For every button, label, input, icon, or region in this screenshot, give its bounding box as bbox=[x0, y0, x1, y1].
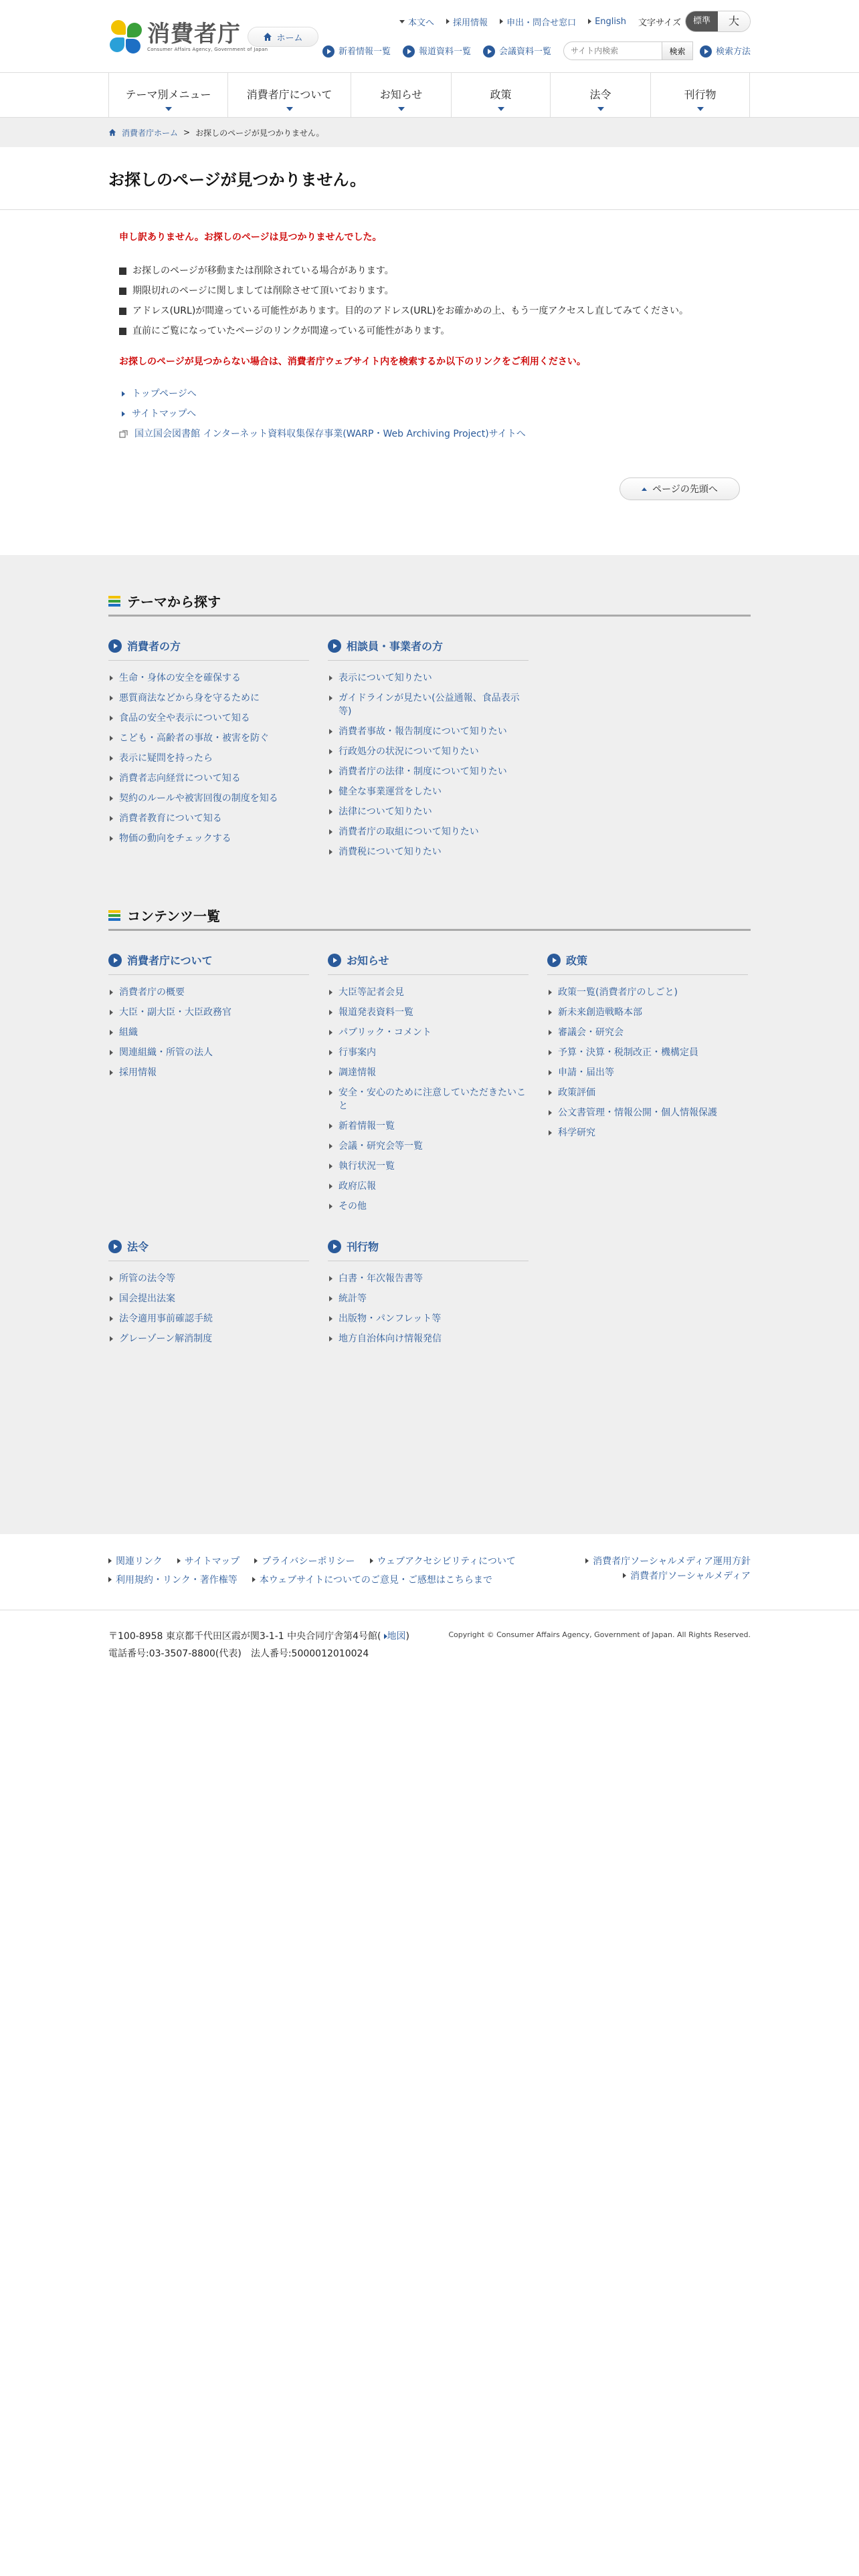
circle-arrow-icon bbox=[483, 45, 495, 58]
list-item[interactable]: 消費税について知りたい bbox=[328, 845, 529, 859]
sub-links bbox=[322, 41, 751, 60]
list-item[interactable]: 政府広報 bbox=[328, 1180, 529, 1193]
arrow-right-icon bbox=[588, 19, 591, 24]
reason-item: 直前にご覧になっていたページのリンクが間違っている可能性があります。 bbox=[119, 321, 740, 341]
list-item[interactable]: 悪質商法などから身を守るために bbox=[108, 691, 309, 705]
list-item[interactable]: 物価の動向をチェックする bbox=[108, 832, 309, 845]
list-item[interactable]: 統計等 bbox=[328, 1292, 529, 1305]
chevron-down-icon bbox=[165, 107, 172, 111]
column-title: 政策 bbox=[547, 952, 748, 975]
arrow-right-icon bbox=[122, 411, 125, 417]
map-link[interactable]: 地図 bbox=[387, 1631, 406, 1642]
breadcrumb bbox=[0, 118, 859, 147]
list-item[interactable]: 健全な事業運営をしたい bbox=[328, 785, 529, 798]
page-top-button[interactable]: ページの先頭へ bbox=[619, 477, 740, 500]
list-item[interactable]: 消費者庁の取組について知りたい bbox=[328, 825, 529, 839]
list-item[interactable]: 調達情報 bbox=[328, 1066, 529, 1079]
list-item[interactable]: 契約のルールや被害回復の制度を知る bbox=[108, 792, 309, 805]
list-item[interactable]: 出版物・パンフレット等 bbox=[328, 1312, 529, 1325]
chevron-down-icon bbox=[498, 107, 504, 111]
copyright: Copyright © Consumer Affairs Agency, Government of Japan. All Rights Reserved. bbox=[448, 1630, 751, 1639]
home-icon bbox=[263, 32, 272, 41]
list-item[interactable]: 食品の安全や表示について知る bbox=[108, 712, 309, 725]
reason-item: 期限切れのページに関しましては削除させて頂いております。 bbox=[119, 281, 740, 301]
column-title: 消費者の方 bbox=[108, 638, 309, 661]
gnav-laws[interactable]: 法令 bbox=[551, 73, 651, 117]
list-item[interactable]: その他 bbox=[328, 1200, 529, 1213]
list-item[interactable]: 消費者庁の概要 bbox=[108, 986, 309, 999]
contents-column bbox=[108, 952, 309, 1220]
press-list-link[interactable]: 報道資料一覧 bbox=[403, 44, 471, 58]
home-button-label: ホーム bbox=[276, 33, 303, 43]
footer-link[interactable]: 利用規約・リンク・著作権等 bbox=[108, 1573, 237, 1586]
news-list-link[interactable]: 新着情報一覧 bbox=[322, 44, 391, 58]
font-size-label: 文字サイズ bbox=[638, 17, 681, 28]
list-item[interactable]: 安全・安心のために注意していただきたいこと bbox=[328, 1086, 529, 1113]
search-help-link[interactable]: 検索方法 bbox=[700, 44, 751, 58]
arrow-right-icon bbox=[252, 1577, 256, 1582]
reason-list bbox=[119, 261, 740, 341]
breadcrumb-current: お探しのページが見つかりません。 bbox=[195, 128, 324, 138]
logo-text: 消費者庁 bbox=[147, 21, 241, 47]
circle-arrow-icon bbox=[322, 45, 335, 58]
contents-column bbox=[328, 1239, 529, 1352]
footer-link[interactable]: 関連リンク bbox=[108, 1554, 163, 1568]
list-item[interactable]: 新着情報一覧 bbox=[328, 1119, 529, 1133]
list-item[interactable]: 消費者庁の法律・制度について知りたい bbox=[328, 765, 529, 778]
site-search bbox=[563, 41, 693, 60]
theme-column bbox=[108, 638, 309, 865]
home-button[interactable] bbox=[248, 27, 318, 47]
arrow-right-icon bbox=[585, 1558, 589, 1564]
list-item[interactable]: 大臣・副大臣・大臣政務官 bbox=[108, 1006, 309, 1019]
global-nav bbox=[0, 72, 859, 118]
font-size-standard-button[interactable]: 標準 bbox=[686, 11, 718, 31]
list-item[interactable]: パブリック・コメント bbox=[328, 1026, 529, 1039]
address-line: 〒100-8958 東京都千代田区霞が関3-1-1 中央合同庁舎第4号館( 地図) bbox=[108, 1631, 409, 1642]
home-icon bbox=[108, 128, 116, 136]
help-links bbox=[119, 384, 740, 444]
guide-message: お探しのページが見つからない場合は、消費者庁ウェブサイト内を検索するか以下のリンクをご利用ください。 bbox=[119, 356, 586, 367]
list-item[interactable]: 採用情報 bbox=[108, 1066, 309, 1079]
list-item[interactable]: 公文書管理・情報公開・個人情報保護 bbox=[547, 1106, 748, 1119]
list-item[interactable]: 大臣等記者会見 bbox=[328, 986, 529, 999]
english-link[interactable]: English bbox=[588, 17, 626, 27]
footer-link[interactable]: サイトマップ bbox=[177, 1554, 240, 1568]
breadcrumb-home-link[interactable]: 消費者庁ホーム bbox=[122, 128, 179, 138]
logo-mark-icon bbox=[108, 19, 145, 55]
column-title: 相談員・事業者の方 bbox=[328, 638, 529, 661]
skip-to-content-link[interactable]: 本文へ bbox=[399, 15, 434, 28]
list-item[interactable]: 国会提出法案 bbox=[108, 1292, 309, 1305]
heading-bars-icon bbox=[108, 910, 120, 921]
column-title: お知らせ bbox=[328, 952, 529, 975]
list-item[interactable]: 地方自治体向け情報発信 bbox=[328, 1332, 529, 1346]
recruit-link[interactable]: 採用情報 bbox=[446, 15, 488, 28]
arrow-down-icon bbox=[399, 20, 405, 23]
reason-item: アドレス(URL)が間違っている可能性があります。目的のアドレス(URL)をお確かめの上、もう一度アクセスし直してみてください。 bbox=[119, 301, 740, 321]
list-item[interactable]: 組織 bbox=[108, 1026, 309, 1039]
social-media-link[interactable]: 消費者庁ソーシャルメディア bbox=[623, 1569, 751, 1582]
sitemap-area bbox=[0, 555, 859, 1534]
gnav-theme-menu[interactable]: テーマ別メニュー bbox=[109, 73, 228, 117]
arrow-right-icon bbox=[500, 19, 503, 24]
arrow-right-icon bbox=[122, 391, 125, 397]
list-item[interactable]: 法令適用事前確認手続 bbox=[108, 1312, 309, 1325]
theme-heading: テーマから探す bbox=[108, 591, 751, 617]
logo-english: Consumer Affairs Agency, Government of Japan bbox=[147, 47, 268, 52]
list-item[interactable]: 政策一覧(消費者庁のしごと) bbox=[547, 986, 748, 999]
list-item[interactable]: 関連組織・所管の法人 bbox=[108, 1046, 309, 1059]
column-title: 消費者庁について bbox=[108, 952, 309, 975]
column-title: 法令 bbox=[108, 1239, 309, 1261]
utility-links bbox=[399, 11, 751, 32]
contents-heading: コンテンツ一覧 bbox=[108, 905, 751, 931]
social-media-policy-link[interactable]: 消費者庁ソーシャルメディア運用方針 bbox=[585, 1554, 751, 1568]
circle-arrow-icon bbox=[108, 639, 122, 653]
list-item[interactable]: 政策評価 bbox=[547, 1086, 748, 1099]
list-item[interactable]: 報道発表資料一覧 bbox=[328, 1006, 529, 1019]
chevron-down-icon bbox=[286, 107, 293, 111]
arrow-up-icon bbox=[642, 488, 647, 491]
search-input[interactable] bbox=[563, 41, 662, 60]
column-title: 刊行物 bbox=[328, 1239, 529, 1261]
arrow-right-icon bbox=[254, 1558, 258, 1564]
main-content bbox=[108, 210, 751, 555]
warp-link[interactable]: 国立国会図書館 インターネット資料収集保存事業(WARP・Web Archiving Project)サイトへ bbox=[119, 424, 740, 444]
meeting-list-link[interactable]: 会議資料一覧 bbox=[483, 44, 551, 58]
circle-arrow-icon bbox=[328, 954, 341, 967]
list-item[interactable]: 所管の法令等 bbox=[108, 1272, 309, 1285]
list-item[interactable]: 消費者志向経営について知る bbox=[108, 772, 309, 785]
list-item[interactable]: 消費者事故・報告制度について知りたい bbox=[328, 725, 529, 738]
list-item[interactable]: 白書・年次報告書等 bbox=[328, 1272, 529, 1285]
arrow-right-icon bbox=[446, 19, 450, 24]
gnav-news[interactable]: お知らせ bbox=[351, 73, 452, 117]
contents-column bbox=[328, 952, 529, 1220]
chevron-down-icon bbox=[597, 107, 604, 111]
gnav-about[interactable]: 消費者庁について bbox=[228, 73, 351, 117]
apology-message: 申し訳ありません。お探しのページは見つかりませんでした。 bbox=[119, 232, 382, 243]
list-item[interactable]: 申請・届出等 bbox=[547, 1066, 748, 1079]
list-item[interactable]: 行政処分の状況について知りたい bbox=[328, 745, 529, 758]
contents-column bbox=[547, 952, 748, 1220]
breadcrumb-separator: > bbox=[183, 128, 191, 137]
circle-arrow-icon bbox=[700, 45, 712, 58]
list-item[interactable]: 行事案内 bbox=[328, 1046, 529, 1059]
chevron-down-icon bbox=[398, 107, 405, 111]
arrow-right-icon bbox=[177, 1558, 181, 1564]
footer-link[interactable]: ウェブアクセシビリティについて bbox=[370, 1554, 516, 1568]
list-item[interactable]: 表示に疑問を持ったら bbox=[108, 752, 309, 765]
list-item[interactable]: 審議会・研究会 bbox=[547, 1026, 748, 1039]
list-item[interactable]: 法律について知りたい bbox=[328, 805, 529, 819]
site-header bbox=[108, 0, 751, 72]
footer-address bbox=[108, 1610, 751, 1662]
reason-item: お探しのページが移動または削除されている場合があります。 bbox=[119, 261, 740, 281]
list-item[interactable]: グレーゾーン解消制度 bbox=[108, 1332, 309, 1346]
arrow-right-icon bbox=[108, 1577, 112, 1582]
gnav-policy[interactable]: 政策 bbox=[452, 73, 551, 117]
footer-link[interactable]: プライバシーポリシー bbox=[254, 1554, 355, 1568]
arrow-right-icon bbox=[108, 1558, 112, 1564]
theme-column bbox=[328, 638, 529, 865]
gnav-publications[interactable]: 刊行物 bbox=[651, 73, 750, 117]
sitemap-link[interactable]: サイトマップへ bbox=[119, 404, 740, 424]
site-logo[interactable] bbox=[108, 19, 268, 55]
chevron-down-icon bbox=[697, 107, 704, 111]
arrow-right-icon bbox=[370, 1558, 373, 1564]
arrow-right-icon bbox=[623, 1573, 626, 1578]
list-item[interactable]: 生命・身体の安全を確保する bbox=[108, 671, 309, 685]
circle-arrow-icon bbox=[547, 954, 561, 967]
circle-arrow-icon bbox=[328, 1240, 341, 1253]
page-title-bar bbox=[0, 147, 859, 210]
external-link-icon bbox=[119, 430, 128, 439]
search-button[interactable]: 検索 bbox=[662, 41, 693, 60]
list-item[interactable]: 会議・研究会等一覧 bbox=[328, 1140, 529, 1153]
list-item[interactable]: 表示について知りたい bbox=[328, 671, 529, 685]
font-size-large-button[interactable]: 大 bbox=[718, 11, 750, 31]
circle-arrow-icon bbox=[108, 1240, 122, 1253]
phone-line: 電話番号:03-3507-8800(代表) 法人番号:5000012010024 bbox=[108, 1648, 369, 1659]
top-page-link[interactable]: トップページへ bbox=[119, 384, 740, 404]
inquiry-link[interactable]: 申出・問合せ窓口 bbox=[500, 15, 576, 28]
circle-arrow-icon bbox=[328, 639, 341, 653]
list-item[interactable]: 予算・決算・税制改正・機構定員 bbox=[547, 1046, 748, 1059]
list-item[interactable]: こども・高齢者の事故・被害を防ぐ bbox=[108, 732, 309, 745]
footer-nav bbox=[0, 1534, 859, 1610]
page-title: お探しのページが見つかりません。 bbox=[108, 171, 366, 189]
heading-bars-icon bbox=[108, 596, 120, 607]
list-item[interactable]: 執行状況一覧 bbox=[328, 1160, 529, 1173]
circle-arrow-icon bbox=[403, 45, 415, 58]
circle-arrow-icon bbox=[108, 954, 122, 967]
contents-column bbox=[108, 1239, 309, 1352]
list-item[interactable]: ガイドラインが見たい(公益通報、食品表示等) bbox=[328, 691, 529, 718]
list-item[interactable]: 新未来創造戦略本部 bbox=[547, 1006, 748, 1019]
footer-link[interactable]: 本ウェブサイトについてのご意見・ご感想はこちらまで bbox=[252, 1573, 492, 1586]
list-item[interactable]: 科学研究 bbox=[547, 1126, 748, 1140]
font-size-switcher bbox=[638, 11, 751, 32]
list-item[interactable]: 消費者教育について知る bbox=[108, 812, 309, 825]
